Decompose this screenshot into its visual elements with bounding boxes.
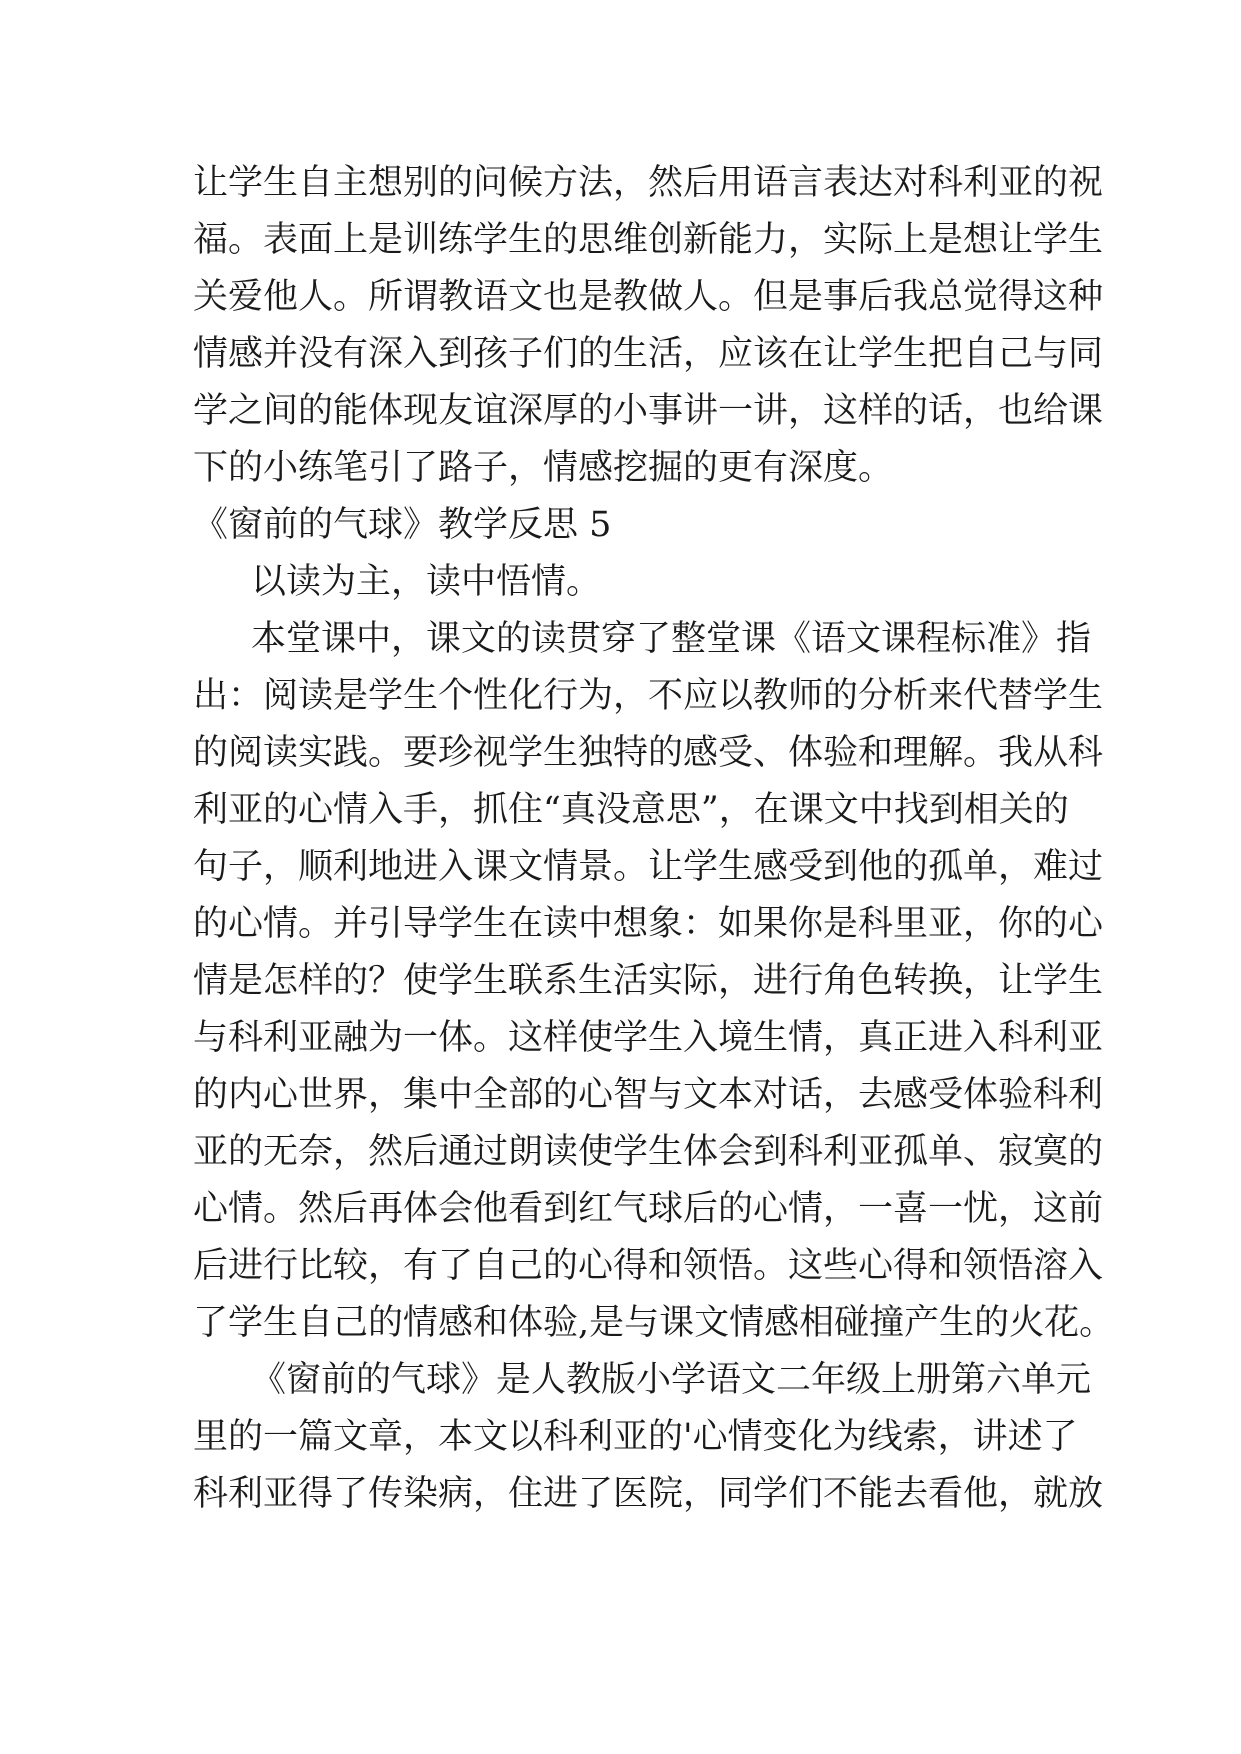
text-line: 下的小练笔引了路子，情感挖掘的更有深度。: [193, 448, 894, 488]
text-line: 《窗前的气球》是人教版小学语文二年级上册第六单元: [251, 1360, 1092, 1400]
text-line: 科利亚得了传染病，住进了医院，同学们不能去看他，就放: [193, 1474, 1104, 1514]
text-line: 关爱他人。所谓教语文也是教做人。但是事后我总觉得这种: [193, 277, 1104, 317]
text-line: 出：阅读是学生个性化行为，不应以教师的分析来代替学生: [193, 676, 1104, 716]
text-line: 让学生自主想别的问候方法，然后用语言表达对科利亚的祝: [193, 163, 1104, 203]
text-line: 福。表面上是训练学生的思维创新能力，实际上是想让学生: [193, 220, 1104, 260]
text-line: 亚的无奈，然后通过朗读使学生体会到科利亚孤单、寂寞的: [193, 1132, 1104, 1172]
text-line: 后进行比较，有了自己的心得和领悟。这些心得和领悟溶入: [193, 1246, 1104, 1286]
text-line: 里的一篇文章，本文以科利亚的'心情变化为线索，讲述了: [193, 1417, 1078, 1457]
text-line: 心情。然后再体会他看到红气球后的心情，一喜一忧，这前: [193, 1189, 1104, 1229]
text-line: 句子，顺利地进入课文情景。让学生感受到他的孤单，难过: [193, 847, 1104, 887]
text-line: 情感并没有深入到孩子们的生活，应该在让学生把自己与同: [193, 334, 1104, 374]
text-line: 利亚的心情入手，抓住“真没意思”，在课文中找到相关的: [193, 790, 1069, 830]
text-line: 学之间的能体现友谊深厚的小事讲一讲，这样的话，也给课: [193, 391, 1104, 431]
text-line: 了学生自己的情感和体验,是与课文情感相碰撞产生的火花。: [193, 1303, 1115, 1343]
text-line: 的心情。并引导学生在读中想象：如果你是科里亚，你的心: [193, 904, 1104, 944]
text-line: 情是怎样的？使学生联系生活实际，进行角色转换，让学生: [193, 961, 1104, 1001]
text-line: 与科利亚融为一体。这样使学生入境生情，真正进入科利亚: [193, 1018, 1104, 1058]
text-line: 以读为主，读中悟情。: [251, 562, 602, 602]
section-heading: 《窗前的气球》教学反思 5: [193, 505, 612, 545]
text-line: 的内心世界，集中全部的心智与文本对话，去感受体验科利: [193, 1075, 1104, 1115]
text-line: 本堂课中，课文的读贯穿了整堂课《语文课程标准》指: [251, 619, 1092, 659]
text-line: 的阅读实践。要珍视学生独特的感受、体验和理解。我从科: [193, 733, 1104, 773]
